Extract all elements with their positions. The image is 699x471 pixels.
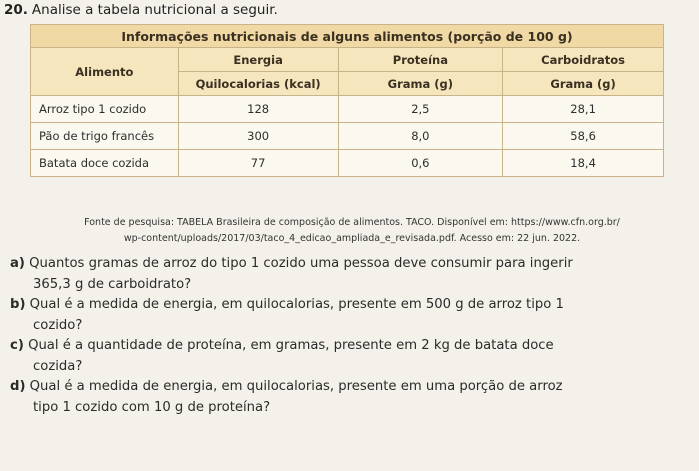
question-text-cont: cozida? (33, 358, 83, 374)
header-proteina-unit: Grama (g) (338, 72, 503, 96)
question-c (10, 336, 690, 377)
cell-food: Pão de trigo francês (31, 123, 179, 150)
header-carboidratos-unit: Grama (g) (503, 72, 664, 96)
header-carboidratos: Carboidratos (503, 48, 664, 72)
question-text-cont: cozido? (33, 317, 83, 333)
cell-carboidratos: 28,1 (503, 96, 664, 123)
exercise-number: 20. (4, 2, 28, 18)
cell-proteina: 2,5 (338, 96, 503, 123)
question-list (10, 254, 690, 418)
table-title: Informações nutricionais de alguns alimentos (porção de 100 g) (31, 25, 664, 48)
question-text-cont: tipo 1 cozido com 10 g de proteína? (33, 399, 271, 415)
cell-food: Arroz tipo 1 cozido (31, 96, 179, 123)
question-letter: a) (10, 256, 25, 271)
cell-proteina: 8,0 (338, 123, 503, 150)
cell-carboidratos: 58,6 (503, 123, 664, 150)
question-text-cont: 365,3 g de carboidrato? (33, 276, 192, 292)
question-text: Qual é a medida de energia, em quilocalorias, presente em uma porção de arroz (29, 379, 563, 394)
question-a (10, 254, 690, 295)
header-energia-unit: Quilocalorias (kcal) (178, 72, 338, 96)
question-text: Qual é a medida de energia, em quilocalorias, presente em 500 g de arroz tipo 1 (29, 297, 564, 312)
cell-energia: 128 (178, 96, 338, 123)
exercise-instruction: Analise a tabela nutricional a seguir. (31, 2, 278, 18)
header-alimento: Alimento (31, 48, 179, 96)
source-citation (8, 215, 696, 247)
question-text: Quantos gramas de arroz do tipo 1 cozido uma pessoa deve consumir para ingerir (29, 256, 573, 271)
question-text: Qual é a quantidade de proteína, em gramas, presente em 2 kg de batata doce (28, 338, 554, 353)
table-row (31, 96, 664, 123)
cell-carboidratos: 18,4 (503, 150, 664, 177)
table-row (31, 123, 664, 150)
question-letter: d) (10, 379, 26, 394)
question-letter: b) (10, 297, 26, 312)
question-letter: c) (10, 338, 24, 353)
nutrition-table (30, 24, 664, 177)
source-line-2: wp-content/uploads/2017/03/taco_4_edicao_ampliada_e_revisada.pdf. Acesso em: 22 jun. 2022. (123, 233, 581, 244)
question-b (10, 295, 690, 336)
header-proteina: Proteína (338, 48, 503, 72)
question-d (10, 377, 690, 418)
cell-food: Batata doce cozida (31, 150, 179, 177)
header-energia: Energia (178, 48, 338, 72)
cell-energia: 77 (178, 150, 338, 177)
table-row (31, 150, 664, 177)
cell-proteina: 0,6 (338, 150, 503, 177)
cell-energia: 300 (178, 123, 338, 150)
exercise-header (4, 2, 278, 18)
source-line-1: Fonte de pesquisa: TABELA Brasileira de composição de alimentos. TACO. Disponível em: https://www.cfn.org.br/ (84, 217, 620, 228)
